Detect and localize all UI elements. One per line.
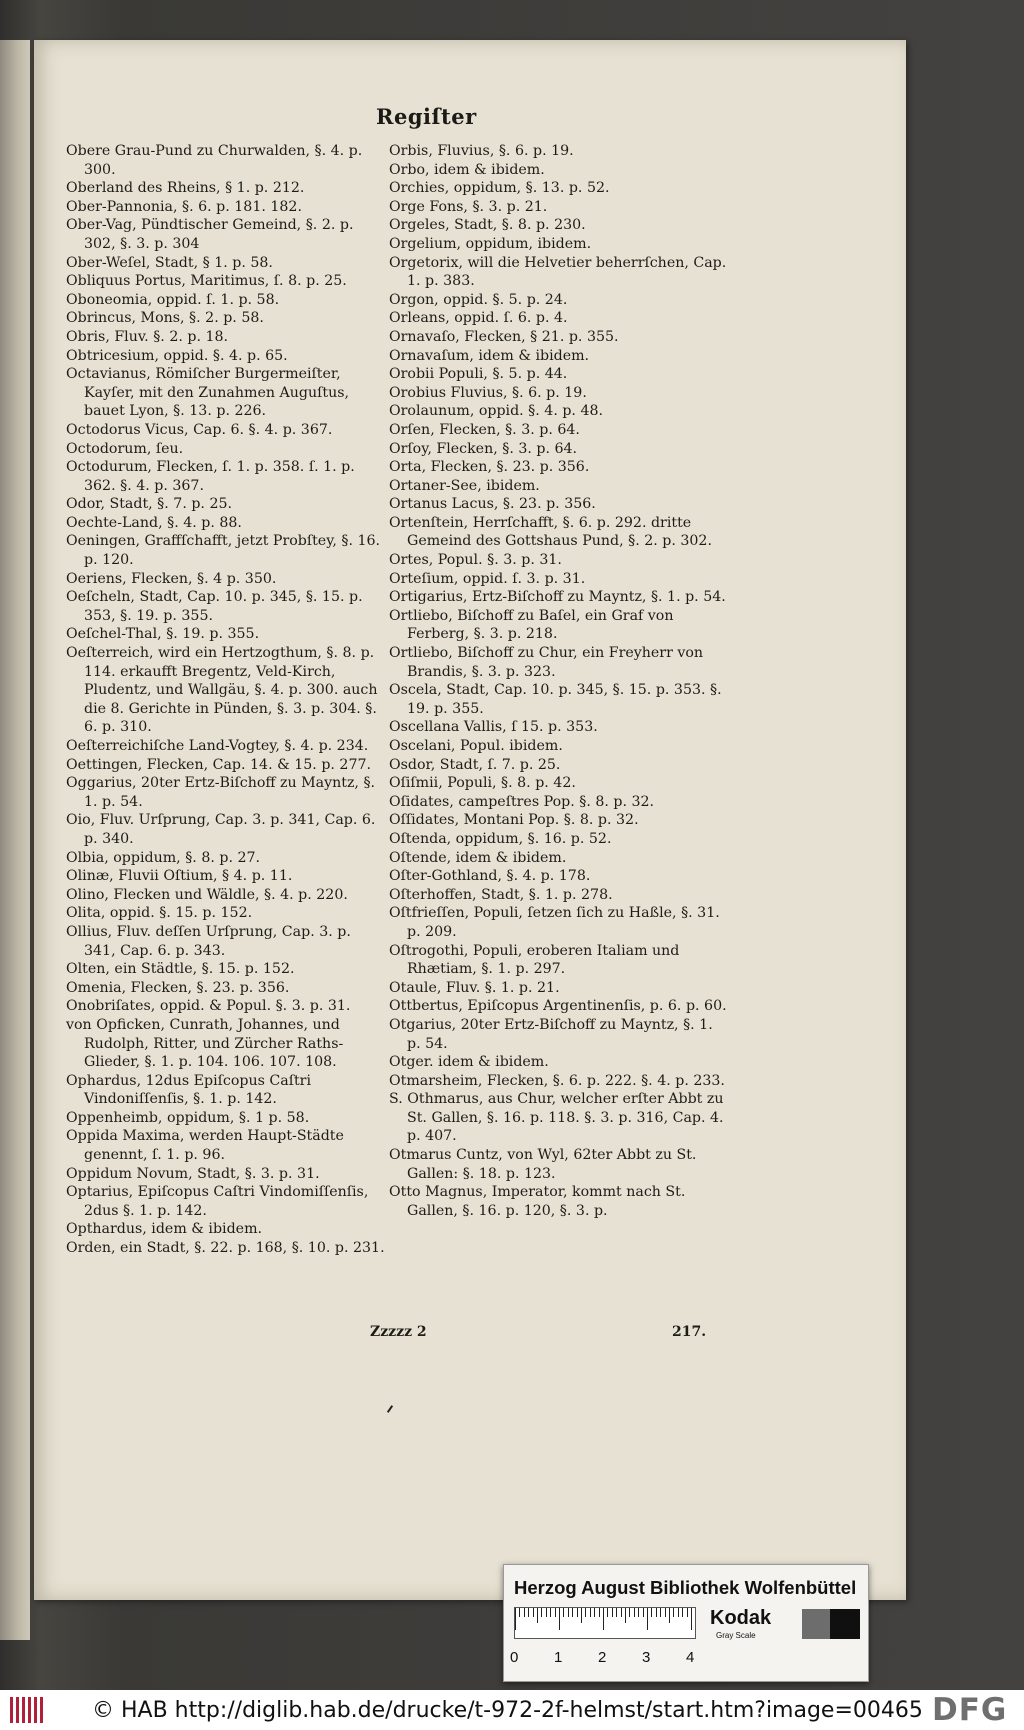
- gray-scale-label: Gray Scale: [716, 1631, 756, 1640]
- index-entry: Oboneomia, oppid. ſ. 1. p. 58.: [66, 291, 280, 308]
- running-head: Regiſter: [376, 104, 477, 129]
- index-entry: Ortliebo, Biſchoff zu Chur, ein Freyherr von Brandis, §. 3. p. 323.: [389, 645, 704, 680]
- index-entry: Oſtenda, oppidum, §. 16. p. 52.: [389, 830, 612, 847]
- index-entry: Orgelium, oppidum, ibidem.: [389, 235, 592, 252]
- ruler-tick: [656, 1608, 657, 1617]
- ruler-tick: [559, 1608, 560, 1630]
- ruler-tick: [678, 1608, 679, 1617]
- index-entry: Otgarius, 20ter Ertz-Biſchoff zu Mayntz, §. 1. p. 54.: [389, 1016, 713, 1052]
- ruler-tick: [673, 1608, 674, 1617]
- index-entry: Orchies, oppidum, §. 13. p. 52.: [389, 180, 610, 197]
- ruler-tick: [612, 1608, 613, 1617]
- index-entry: Octodorum, ſeu.: [66, 440, 184, 457]
- index-entry: Optarius, Epiſcopus Caſtri Vindomiſſenſis, 2dus §. 1. p. 142.: [66, 1184, 369, 1219]
- index-entry: Ober-Vag, Pündtischer Gemeind, §. 2. p. 302, §. 3. p. 304: [66, 217, 354, 252]
- index-entry: Oſterhoffen, Stadt, §. 1. p. 278.: [389, 886, 613, 903]
- index-entry: Osdor, Stadt, ſ. 7. p. 25.: [389, 756, 561, 773]
- index-entry: Oeriens, Flecken, §. 4 p. 350.: [66, 570, 277, 587]
- index-entry: Oio, Fluv. Urſprung, Cap. 3. p. 341, Cap. 6. p. 340.: [66, 812, 376, 847]
- dfg-logo: DFG: [932, 1692, 1008, 1728]
- index-entry: Oſtrogothi, Populi, eroberen Italiam und Rhætiam, §. 1. p. 297.: [389, 942, 680, 978]
- ruler-tick: [541, 1608, 542, 1617]
- index-entry: Octavianus, Römiſcher Burgermeiſter, Kayſer, mit den Zunahmen Auguſtus, bauet Lyon, §. 13. p. 226.: [66, 366, 349, 420]
- ruler-tick: [572, 1608, 573, 1617]
- ruler-tick: [669, 1608, 670, 1623]
- ruler-tick: [528, 1608, 529, 1617]
- index-entry: Orobii Populi, §. 5. p. 44.: [389, 366, 568, 383]
- index-entry: Olino, Flecken und Wäldle, §. 4. p. 220.: [66, 886, 348, 903]
- index-entry: Ober-Pannonia, §. 6. p. 181. 182.: [66, 198, 302, 215]
- index-entry: Opthardus, idem & ibidem.: [66, 1221, 263, 1238]
- ruler-tick: [577, 1608, 578, 1617]
- ruler-tick: [634, 1608, 635, 1617]
- index-entry: Oscelani, Popul. ibidem.: [389, 738, 563, 754]
- ruler-tick: [665, 1608, 666, 1617]
- index-entry: Oeſchel-Thal, §. 19. p. 355.: [66, 626, 260, 643]
- index-entry: Ophardus, 12dus Epiſcopus Caſtri Vindoniſſenſis, §. 1. p. 142.: [66, 1072, 311, 1108]
- index-entry: Obtricesium, oppid. §. 4. p. 65.: [66, 347, 288, 364]
- ruler-number: 0: [510, 1649, 519, 1666]
- measurement-ruler: [514, 1607, 696, 1639]
- index-entry: Orobius Fluvius, §. 6. p. 19.: [389, 384, 587, 401]
- index-entry: Orgon, oppid. §. 5. p. 24.: [389, 291, 568, 308]
- index-entry: Obris, Fluv. §. 2. p. 18.: [66, 328, 229, 345]
- index-column-right: [389, 142, 729, 1220]
- index-entry: Orgetorix, will die Helvetier beherrſchen, Cap. 1. p. 383.: [389, 254, 727, 290]
- index-entry: Ottbertus, Epiſcopus Argentinenſis, p. 6. p. 60.: [389, 998, 727, 1015]
- index-entry: Ornavaſum, idem & ibidem.: [389, 347, 590, 364]
- ruler-tick: [585, 1608, 586, 1617]
- ruler-tick: [563, 1608, 564, 1617]
- kodak-logo: Kodak: [710, 1607, 772, 1629]
- gray-patch: [802, 1609, 830, 1639]
- index-entry: Oeſterreichiſche Land-Vogtey, §. 4. p. 234.: [66, 738, 369, 754]
- index-entry: Octodorus Vicus, Cap. 6. §. 4. p. 367.: [66, 421, 333, 438]
- index-entry: Olbia, oppidum, §. 8. p. 27.: [66, 849, 261, 866]
- ruler-tick: [599, 1608, 600, 1617]
- index-entry: Oscellana Vallis, ſ 15. p. 353.: [389, 719, 598, 736]
- previous-page-edge: [0, 40, 30, 1640]
- ruler-tick: [687, 1608, 688, 1617]
- index-entry: Ortenſtein, Herrſchafft, §. 6. p. 292. dritte Gemeind des Gottshaus Pund, §. 2. p. 302.: [389, 514, 712, 550]
- index-entry: Otaule, Fluv. §. 1. p. 21.: [389, 979, 560, 996]
- index-entry: Oſidates, campeſtres Pop. §. 8. p. 32.: [389, 793, 655, 810]
- ruler-number: 1: [554, 1649, 563, 1666]
- index-entry: von Opficken, Cunrath, Johannes, und Rudolph, Ritter, und Zürcher Raths-Glieder, §. 1. p. 104. 106. 107. 108.: [66, 1016, 344, 1071]
- ruler-tick: [524, 1608, 525, 1617]
- index-entry: Orbo, idem & ibidem.: [389, 161, 545, 178]
- index-entry: Orgeles, Stadt, §. 8. p. 230.: [389, 217, 586, 234]
- ruler-tick: [594, 1608, 595, 1617]
- index-entry: Oechte-Land, §. 4. p. 88.: [66, 514, 242, 531]
- index-entry: Oeningen, Graffſchafft, jetzt Probſtey, §. 16. p. 120.: [66, 533, 381, 569]
- catchword: 217.: [672, 1324, 707, 1340]
- index-entry: Orden, ein Stadt, §. 22. p. 168, §. 10. p. 231.: [66, 1240, 385, 1257]
- index-entry: Oppenheimb, oppidum, §. 1 p. 58.: [66, 1109, 310, 1126]
- index-entry: Olita, oppid. §. 15. p. 152.: [66, 905, 253, 922]
- index-entry: Onobriſates, oppid. & Popul. §. 3. p. 31.: [66, 998, 351, 1015]
- ruler-tick: [682, 1608, 683, 1617]
- index-entry: Oſſidates, Montani Pop. §. 8. p. 32.: [389, 812, 639, 829]
- index-entry: Oppidum Novum, Stadt, §. 3. p. 31.: [66, 1165, 320, 1182]
- ruler-tick: [568, 1608, 569, 1617]
- index-entry: Otmarsheim, Flecken, §. 6. p. 222. §. 4. p. 233.: [389, 1072, 725, 1089]
- index-entry: Orteſium, oppid. ſ. 3. p. 31.: [389, 570, 586, 587]
- ruler-number: 3: [642, 1649, 651, 1666]
- hab-logo-icon: [8, 1694, 48, 1726]
- ruler-tick: [629, 1608, 630, 1617]
- index-entry: Orta, Flecken, §. 23. p. 356.: [389, 459, 590, 476]
- index-entry: Oſter-Gothland, §. 4. p. 178.: [389, 868, 591, 885]
- index-entry: Olten, ein Städtle, §. 15. p. 152.: [66, 961, 295, 978]
- index-entry: Oſiſmii, Populi, §. 8. p. 42.: [389, 775, 576, 792]
- index-entry: Oeſcheln, Stadt, Cap. 10. p. 345, §. 15. p. 353, §. 19. p. 355.: [66, 589, 363, 624]
- index-entry: Orge Fons, §. 3. p. 21.: [389, 198, 548, 215]
- ruler-tick: [621, 1608, 622, 1617]
- ruler-tick: [647, 1608, 648, 1630]
- index-entry: Oppida Maxima, werden Haupt-Städte genennt, ſ. 1. p. 96.: [66, 1128, 344, 1164]
- library-name: Herzog August Bibliothek Wolfenbüttel: [514, 1577, 857, 1598]
- ruler-tick: [590, 1608, 591, 1617]
- index-entry: Ober-Weſel, Stadt, § 1. p. 58.: [66, 254, 273, 271]
- signature-mark: Zzzzz 2: [370, 1324, 427, 1340]
- index-entry: Olinæ, Fluvii Oſtium, § 4. p. 11.: [66, 868, 293, 885]
- index-entry: Octodurum, Flecken, ſ. 1. p. 358. ſ. 1. p. 362. §. 4. p. 367.: [66, 459, 355, 494]
- index-entry: Ortigarius, Ertz-Biſchoff zu Mayntz, §. 1. p. 54.: [389, 589, 726, 606]
- index-entry: Obere Grau-Pund zu Churwalden, §. 4. p. 300.: [66, 143, 363, 178]
- index-entry: Obrincus, Mons, §. 2. p. 58.: [66, 310, 264, 327]
- index-entry: Oberland des Rheins, § 1. p. 212.: [66, 180, 305, 197]
- ruler-tick: [550, 1608, 551, 1617]
- ruler-tick: [607, 1608, 608, 1617]
- index-entry: Oggarius, 20ter Ertz-Biſchoff zu Mayntz, §. 1. p. 54.: [66, 775, 376, 810]
- index-entry: Obliquus Portus, Maritimus, ſ. 8. p. 25.: [66, 273, 347, 290]
- index-entry: Ortanus Lacus, §. 23. p. 356.: [389, 496, 596, 513]
- index-entry: Ornavaſo, Flecken, § 21. p. 355.: [389, 328, 619, 345]
- ruler-tick: [638, 1608, 639, 1617]
- ruler-number: 2: [598, 1649, 607, 1666]
- index-entry: Ortliebo, Biſchoff zu Baſel, ein Graf von Ferberg, §. 3. p. 218.: [389, 607, 674, 643]
- index-entry: S. Othmarus, aus Chur, welcher erſter Abbt zu St. Gallen, §. 16. p. 118. §. 3. p. 316, Cap. 4. p. 407.: [389, 1091, 724, 1145]
- index-column-left: [66, 142, 386, 1258]
- ruler-tick: [546, 1608, 547, 1617]
- index-entry: Orbis, Fluvius, §. 6. p. 19.: [389, 143, 574, 159]
- ruler-tick: [533, 1608, 534, 1617]
- index-entry: Oſtfrieſſen, Populi, ſetzen ſich zu Haßle, §. 31. p. 209.: [389, 905, 720, 940]
- viewer-footer: [0, 1690, 1024, 1730]
- index-entry: Ortaner-See, ibidem.: [389, 477, 540, 494]
- ruler-tick: [603, 1608, 604, 1630]
- index-entry: Ollius, Fluv. deſſen Urſprung, Cap. 3. p. 341, Cap. 6. p. 343.: [66, 923, 351, 959]
- index-entry: Otmarus Cuntz, von Wyl, 62ter Abbt zu St. Gallen: §. 18. p. 123.: [389, 1147, 697, 1182]
- index-entry: Otto Magnus, Imperator, kommt nach St. Gallen, §. 16. p. 120, §. 3. p.: [389, 1184, 686, 1219]
- index-entry: Orſoy, Flecken, §. 3. p. 64.: [389, 440, 578, 457]
- ruler-tick: [643, 1608, 644, 1617]
- index-entry: Orolaunum, oppid. §. 4. p. 48.: [389, 403, 604, 420]
- index-entry: Oſtende, idem & ibidem.: [389, 849, 567, 866]
- source-url-link[interactable]: © HAB http://diglib.hab.de/drucke/t-972-2f-helmst/start.htm?image=00465: [92, 1698, 923, 1723]
- ruler-tick: [625, 1608, 626, 1623]
- index-entry: Oeſterreich, wird ein Hertzogthum, §. 8. p. 114. erkaufft Bregentz, Veld-Kirch, Pludentz, und Wallgäu, §. 4. p. 300. auch die 8. Gerichte in Pünden, §. 3. p. 304. §. 6. p. 310.: [66, 645, 378, 736]
- ruler-tick: [691, 1608, 692, 1630]
- index-entry: Orleans, oppid. ſ. 6. p. 4.: [389, 310, 568, 327]
- index-entry: Orſen, Flecken, §. 3. p. 64.: [389, 421, 580, 438]
- ruler-tick: [555, 1608, 556, 1617]
- index-entry: Oscela, Stadt, Cap. 10. p. 345, §. 15. p. 353. §. 19. p. 355.: [389, 682, 722, 717]
- black-patch: [830, 1609, 860, 1639]
- ruler-tick: [651, 1608, 652, 1617]
- index-entry: Otger. idem & ibidem.: [389, 1054, 549, 1071]
- color-calibration-card: [503, 1564, 869, 1682]
- index-entry: Oettingen, Flecken, Cap. 14. & 15. p. 277.: [66, 756, 372, 773]
- ruler-tick: [519, 1608, 520, 1617]
- index-entry: Odor, Stadt, §. 7. p. 25.: [66, 496, 233, 513]
- ruler-number: 4: [686, 1649, 695, 1666]
- ruler-tick: [581, 1608, 582, 1623]
- ruler-tick: [515, 1608, 516, 1630]
- ruler-numbers: [510, 1649, 700, 1667]
- index-entry: Ortes, Popul. §. 3. p. 31.: [389, 552, 562, 569]
- index-entry: Omenia, Flecken, §. 23. p. 356.: [66, 979, 290, 996]
- ruler-tick: [660, 1608, 661, 1617]
- ruler-tick: [537, 1608, 538, 1623]
- ruler-tick: [616, 1608, 617, 1617]
